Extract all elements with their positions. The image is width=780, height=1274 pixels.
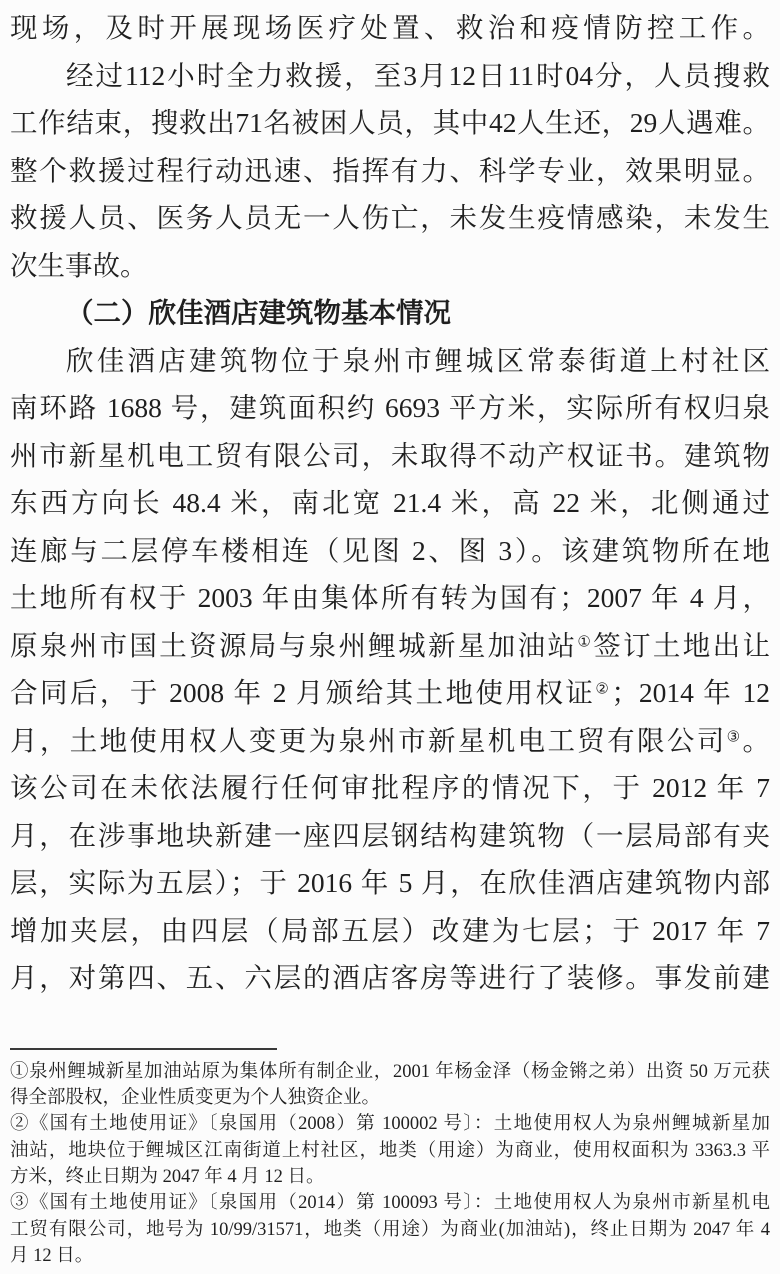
text-run: 救援人员、医务人员无一人伤亡，未发生疫情感染，未发生 <box>10 202 770 233</box>
text-run: 工贸有限公司，地号为 10/99/31571，地类（用途）为商业(加油站)，终止日期为 2047 年 4 <box>10 1219 770 1240</box>
body-line <box>10 194 770 242</box>
body-line <box>10 52 770 100</box>
text-run: 得全部股权，企业性质变更为个人独资企业。 <box>10 1087 381 1108</box>
text-run: 月，对第四、五、六层的酒店客房等进行了装修。事发前建 <box>10 962 770 993</box>
body-line <box>10 384 770 432</box>
text-run: ①泉州鲤城新星加油站原为集体所有制企业，2001 年杨金泽（杨金锵之弟）出资 50 万元获 <box>10 1061 770 1082</box>
text-run: 合同后，于 2008 年 2 月颁给其土地使用权证 <box>10 677 596 708</box>
text-run: ③《国有土地使用证》〔泉国用（2014）第 100093 号〕：土地使用权人为泉州市新星机电 <box>10 1193 770 1214</box>
text-run: 月，土地使用权人变更为泉州市新星机电工贸有限公司 <box>10 724 727 756</box>
footnote-line <box>10 1243 770 1269</box>
text-run: 增加夹层，由四层（局部五层）改建为七层；于 2017 年 7 <box>10 914 770 946</box>
body-line <box>10 479 770 527</box>
footnotes <box>10 1059 770 1270</box>
body-line <box>10 622 770 670</box>
text-run: 南环路 1688 号，建筑面积约 6693 平方米，实际所有权归泉 <box>10 392 770 423</box>
text-run: ；2014 年 12 <box>611 677 771 708</box>
body-line <box>10 574 770 622</box>
text-run: 油站，地块位于鲤城区江南街道上村社区，地类（用途）为商业，使用权面积为 3363.3 平 <box>10 1140 770 1161</box>
text-run: 欣佳酒店建筑物位于泉州市鲤城区常泰街道上村社区 <box>66 344 770 376</box>
text-run: 州市新星机电工贸有限公司，未取得不动产权证书。建筑物 <box>10 439 770 471</box>
footnote-ref-superscript: ③ <box>726 729 743 746</box>
body-line <box>10 812 770 860</box>
text-run: 月 12 日。 <box>10 1246 94 1267</box>
text-run: 原泉州市国土资源局与泉州鲤城新星加油站 <box>10 629 578 661</box>
text-run: 土地所有权于 2003 年由集体所有转为国有；2007 年 4 月， <box>10 582 770 613</box>
footnote-line <box>10 1085 770 1111</box>
footnote-line <box>10 1138 770 1164</box>
text-run: 次生事故。 <box>10 249 148 281</box>
text-run: 。 <box>742 724 770 756</box>
text-run: 工作结束，搜救出71名被困人员，其中42人生还，29人遇难。 <box>10 107 770 138</box>
body-line <box>10 527 770 575</box>
body-line <box>10 764 770 812</box>
body-line <box>10 907 770 955</box>
body-line <box>10 99 770 147</box>
text-run: 层，实际为五层）；于 2016 年 5 月，在欣佳酒店建筑物内部 <box>10 867 770 898</box>
body-line <box>10 432 770 480</box>
footnote-line <box>10 1164 770 1190</box>
section-heading <box>10 289 770 337</box>
text-run: 连廊与二层停车楼相连（见图 2、图 3）。该建筑物所在地 <box>10 534 770 566</box>
footnote-ref-superscript: ② <box>595 681 612 698</box>
text-run: 方米，终止日期为 2047 年 4 月 12 日。 <box>10 1167 325 1188</box>
body-line <box>10 147 770 195</box>
text-run: ②《国有土地使用证》〔泉国用（2008）第 100002 号〕：土地使用权人为泉州鲤城新星加 <box>10 1114 770 1135</box>
body-line <box>10 717 770 765</box>
text-run: 现场，及时开展现场医疗处置、救治和疫情防控工作。 <box>10 12 770 43</box>
body-line <box>10 242 770 290</box>
footnote-separator <box>10 1048 277 1050</box>
text-run: 东西方向长 48.4 米，南北宽 21.4 米，高 22 米，北侧通过 <box>10 487 770 518</box>
body-line <box>10 4 770 52</box>
body-line <box>10 337 770 385</box>
body-line <box>10 859 770 907</box>
text-run: 经过112小时全力救援，至3月12日11时04分，人员搜救 <box>66 59 770 91</box>
footnote-line <box>10 1190 770 1216</box>
text-run: 整个救援过程行动迅速、指挥有力、科学专业，效果明显。 <box>10 154 770 186</box>
footnote-line <box>10 1111 770 1137</box>
body-line <box>10 954 770 1002</box>
body-line <box>10 669 770 717</box>
footnote-ref-superscript: ① <box>577 634 594 651</box>
text-run: 该公司在未依法履行任何审批程序的情况下，于 2012 年 7 <box>10 772 770 803</box>
text-run: （二）欣佳酒店建筑物基本情况 <box>66 297 451 328</box>
text-run: 签订土地出让 <box>593 629 771 661</box>
footnote-line <box>10 1059 770 1085</box>
text-run: 月，在涉事地块新建一座四层钢结构建筑物（一层局部有夹 <box>10 819 770 851</box>
footnote-line <box>10 1217 770 1243</box>
body-text <box>10 4 770 1002</box>
